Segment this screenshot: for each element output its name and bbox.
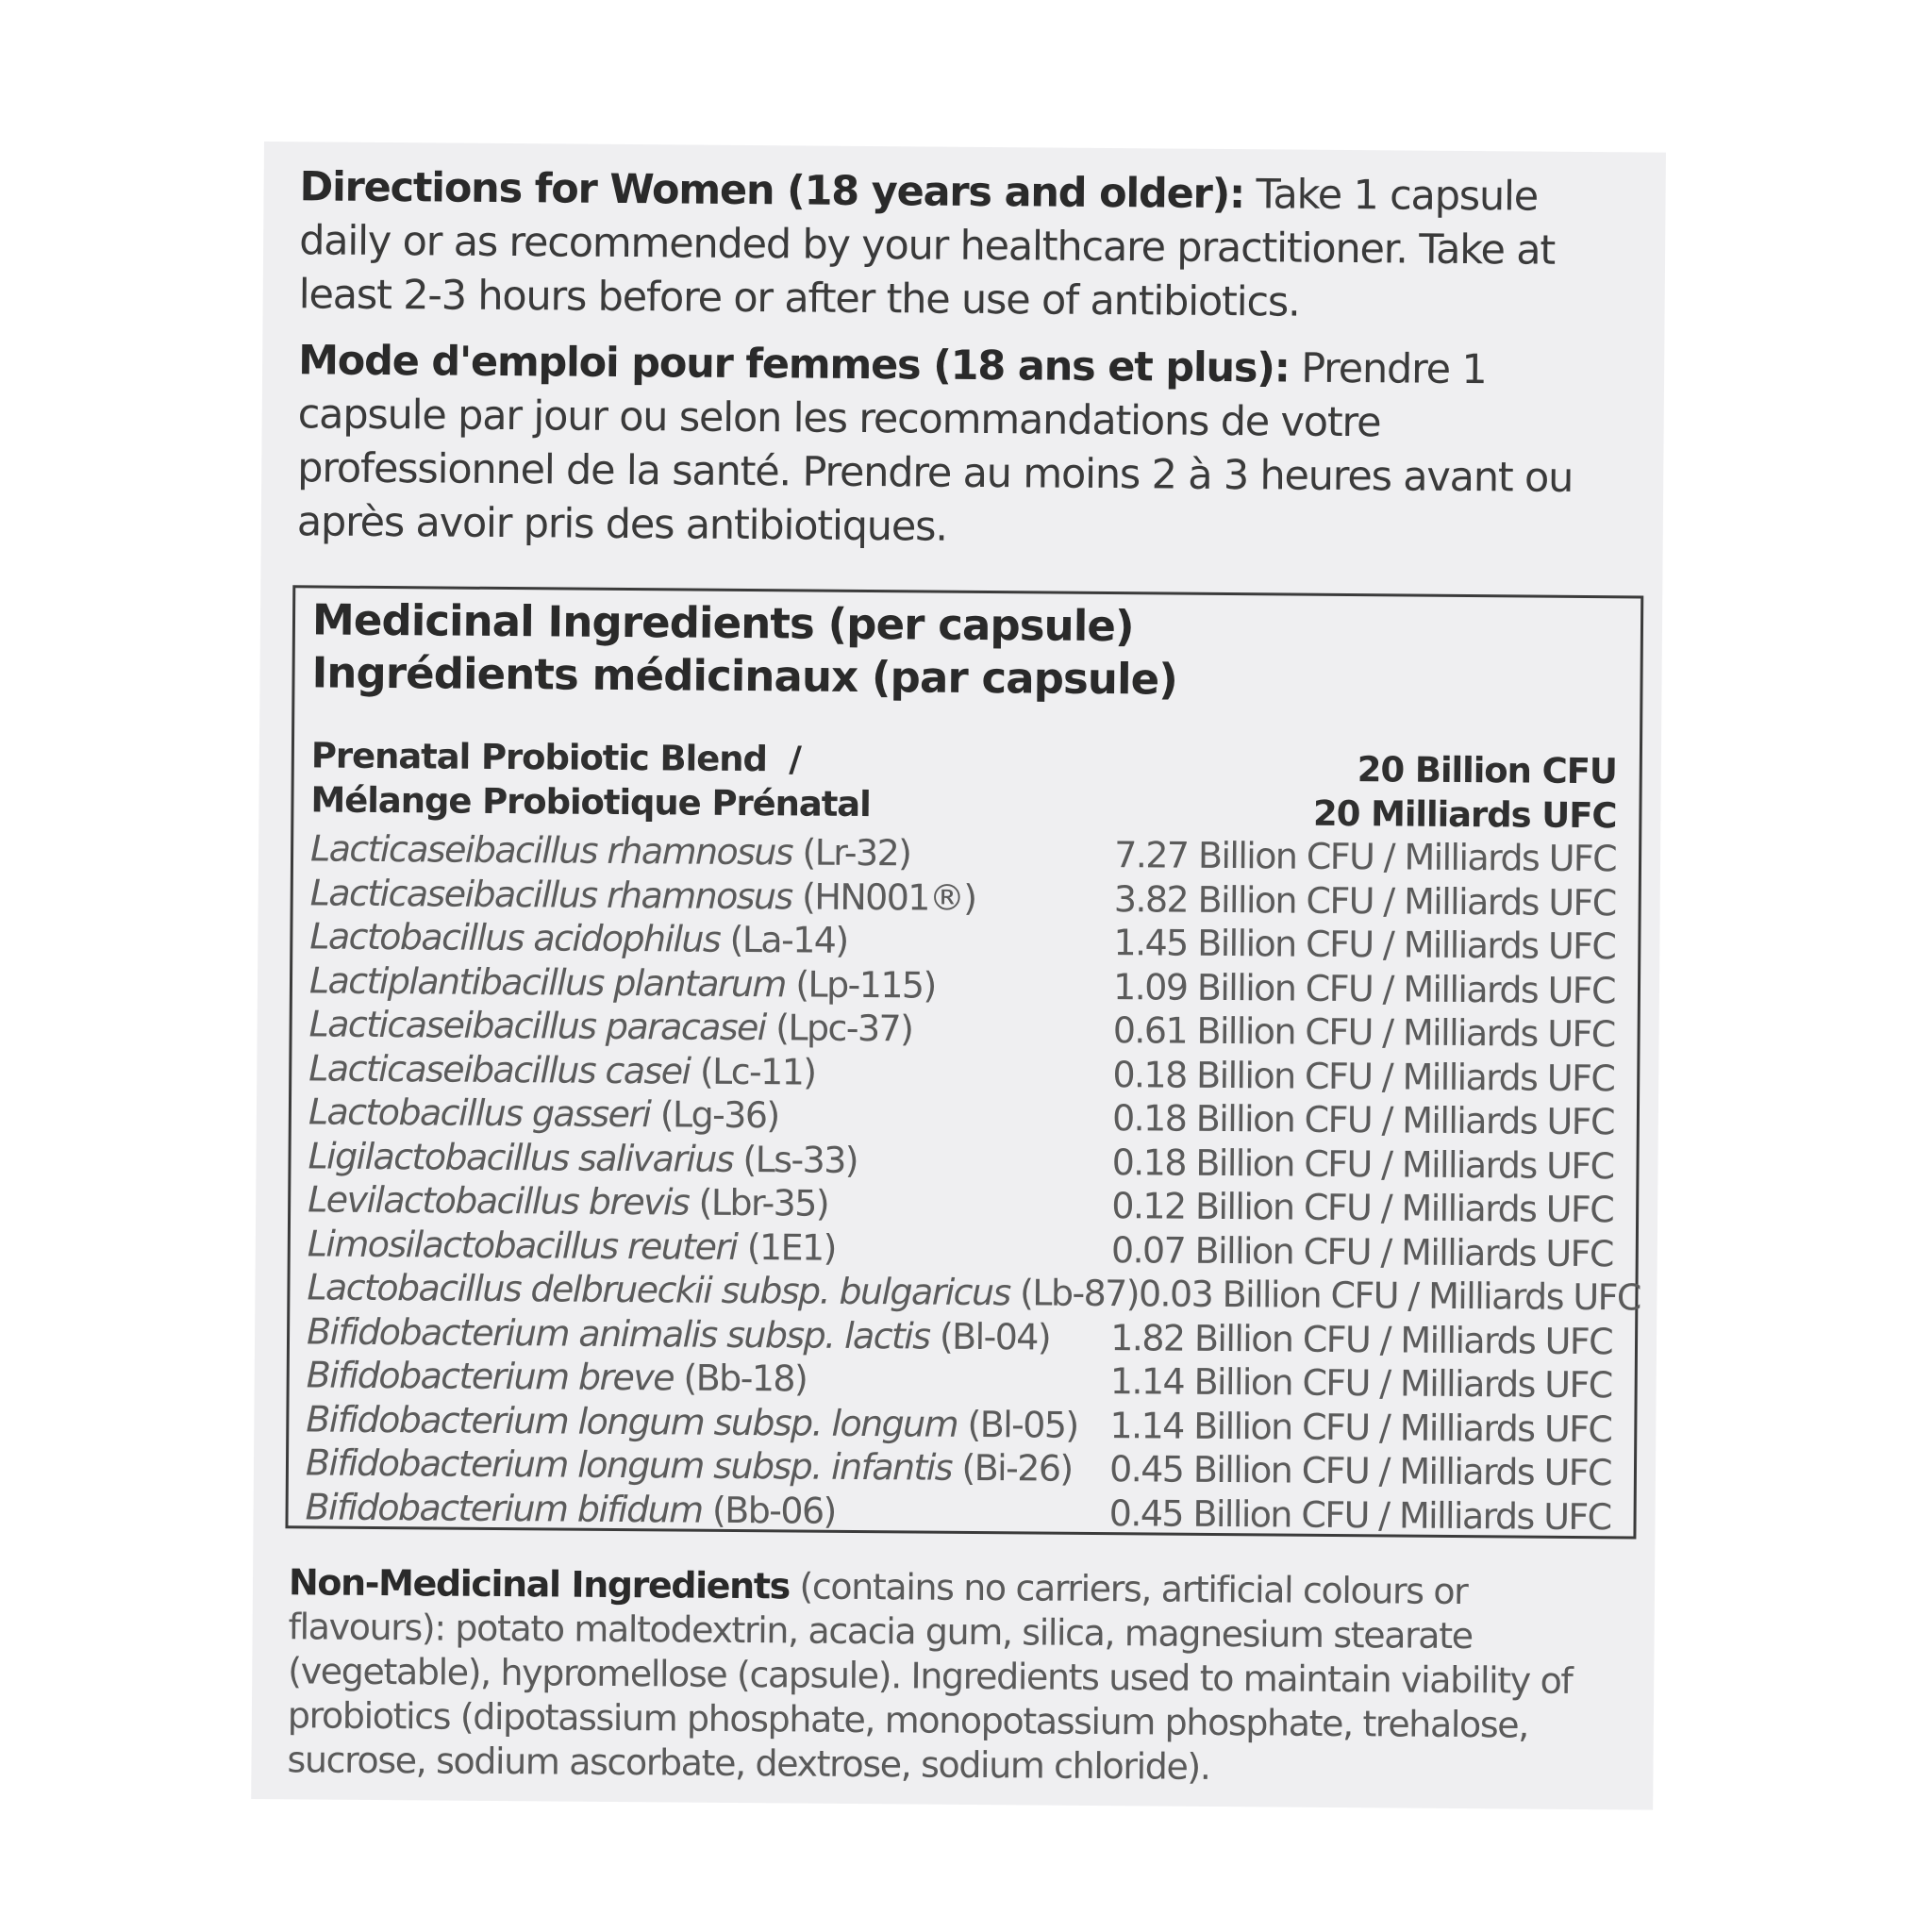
- strain-species: Limosilactobacillus reuteri: [307, 1222, 738, 1268]
- directions-en-heading: Directions for Women (18 years and older):: [299, 163, 1245, 219]
- strain-amount: 1.09 Billion CFU / Milliards UFC: [1112, 965, 1616, 1011]
- medicinal-title-en: Medicinal Ingredients (per capsule): [311, 594, 1134, 652]
- blend-total: [1313, 747, 1617, 839]
- directions-fr-heading: Mode d'emploi pour femmes (18 ans et plus):: [297, 337, 1290, 392]
- blend-total-fr: 20 Milliards UFC: [1312, 792, 1617, 837]
- strain-species: Lacticaseibacillus rhamnosus: [309, 827, 793, 874]
- blend-name: [310, 733, 871, 832]
- strain-name: [310, 872, 976, 919]
- strain-species: Ligilactobacillus salivarius: [308, 1134, 734, 1180]
- strain-code: (Bl-04): [929, 1315, 1051, 1358]
- strain-amount: 0.07 Billion CFU / Milliards UFC: [1110, 1228, 1613, 1274]
- strain-name: [309, 959, 936, 1006]
- strain-name: [309, 915, 848, 960]
- strain-name: [310, 827, 911, 874]
- strain-species: Lactobacillus delbrueckii subsp. bulgaricus: [307, 1266, 1010, 1314]
- strain-name: [306, 1441, 1073, 1489]
- blend-header: [310, 733, 1617, 838]
- strain-list: [305, 827, 1641, 1540]
- strain-code: (Lb-87): [1009, 1272, 1140, 1315]
- strain-amount: 3.82 Billion CFU / Milliards UFC: [1113, 877, 1616, 924]
- strain-code: (Lbr-35): [688, 1181, 829, 1224]
- strain-code: (Ls-33): [732, 1138, 858, 1181]
- strain-species: Bifidobacterium animalis subsp. lactis: [306, 1309, 930, 1357]
- strain-species: Bifidobacterium bifidum: [305, 1485, 703, 1531]
- non-medicinal-heading: Non-Medicinal Ingredients: [288, 1561, 790, 1607]
- strain-name: [307, 1266, 1139, 1314]
- strain-species: Bifidobacterium longum subsp. infantis: [305, 1441, 953, 1489]
- blend-name-en: Prenatal Probiotic Blend /: [310, 735, 801, 780]
- blend-name-fr: Mélange Probiotique Prénatal: [310, 779, 871, 825]
- strain-amount: 0.18 Billion CFU / Milliards UFC: [1112, 1053, 1615, 1099]
- strain-species: Lactobacillus acidophilus: [309, 915, 721, 960]
- medicinal-title-fr: Ingrédients médicinaux (par capsule): [311, 647, 1178, 705]
- strain-code: (1E1): [737, 1225, 836, 1269]
- strain-amount: 0.03 Billion CFU / Milliards UFC: [1138, 1273, 1641, 1319]
- directions-fr-text: Prendre 1 capsule par jour ou selon les recommandations de votre professionnel de la santé. Prendre au moins 2 à 3 heures avant ou après avoir pris des antibiotiques.: [296, 344, 1574, 551]
- blend-total-en: 20 Billion CFU: [1357, 749, 1617, 792]
- strain-amount: 0.18 Billion CFU / Milliards UFC: [1111, 1097, 1615, 1143]
- strain-code: (Lr-32): [791, 831, 911, 874]
- strain-species: Bifidobacterium breve: [306, 1354, 675, 1399]
- strain-amount: 1.82 Billion CFU / Milliards UFC: [1110, 1316, 1613, 1362]
- strain-code: (Lpc-37): [765, 1007, 913, 1050]
- strain-code: (Bi-26): [951, 1446, 1073, 1490]
- directions-en: [298, 160, 1631, 332]
- strain-species: Bifidobacterium longum subsp. longum: [306, 1397, 958, 1445]
- strain-name: [308, 1178, 828, 1224]
- strain-amount: 1.14 Billion CFU / Milliards UFC: [1109, 1404, 1612, 1450]
- directions-en-text: Take 1 capsule daily or as recommended by your healthcare practitioner. Take at least 2-3 hours before or after the use of antibiotics.: [298, 171, 1556, 326]
- strain-amount: 0.61 Billion CFU / Milliards UFC: [1112, 1009, 1615, 1056]
- strain-code: (Bb-18): [673, 1357, 808, 1400]
- strain-species: Lacticaseibacillus paracasei: [308, 1003, 766, 1049]
- strain-amount: 0.45 Billion CFU / Milliards UFC: [1108, 1491, 1611, 1538]
- strain-species: Lactobacillus gasseri: [308, 1091, 651, 1136]
- strain-amount: 0.45 Billion CFU / Milliards UFC: [1108, 1448, 1612, 1494]
- non-medicinal-ingredients: [287, 1560, 1621, 1792]
- strain-name: [307, 1310, 1050, 1357]
- strain-name: [308, 1003, 912, 1049]
- strain-name: [307, 1354, 808, 1399]
- strain-species: Levilactobacillus brevis: [308, 1178, 690, 1224]
- strain-code: (Bb-06): [702, 1489, 836, 1532]
- non-medicinal-text: (contains no carriers, artificial colours or flavours): potato maltodextrin, acacia gum, silica, magnesium stearate (vegetable), hypromellose (capsule). Ingredients used to maintain viability of probiotics (dipotassium phosphate, monopotassium phosphate, trehalose, sucrose, sodium ascorbate, dextrose, sodium chloride).: [287, 1565, 1573, 1788]
- strain-row: [305, 1486, 1610, 1540]
- strain-species: Lacticaseibacillus rhamnosus: [309, 871, 792, 917]
- strain-name: [308, 1047, 816, 1092]
- label-panel: [251, 142, 1666, 1810]
- strain-code: (Lg-36): [650, 1093, 779, 1137]
- strain-amount: 1.45 Billion CFU / Milliards UFC: [1113, 922, 1616, 968]
- strain-name: [308, 1223, 836, 1268]
- strain-name: [306, 1398, 1078, 1445]
- strain-code: (La-14): [719, 918, 848, 961]
- medicinal-ingredients-box: [285, 585, 1643, 1539]
- strain-amount: 0.18 Billion CFU / Milliards UFC: [1111, 1141, 1614, 1187]
- strain-name: [308, 1091, 779, 1136]
- strain-species: Lactiplantibacillus plantarum: [308, 958, 786, 1005]
- strain-code: (Lc-11): [690, 1050, 816, 1093]
- strain-name: [308, 1135, 858, 1181]
- directions-fr: [297, 334, 1631, 559]
- strain-code: (HN001®): [791, 874, 976, 919]
- strain-amount: 0.12 Billion CFU / Milliards UFC: [1111, 1185, 1614, 1231]
- strain-code: (Lp-115): [785, 962, 936, 1007]
- strain-name: [305, 1486, 835, 1531]
- strain-amount: 7.27 Billion CFU / Milliards UFC: [1114, 834, 1617, 880]
- strain-amount: 1.14 Billion CFU / Milliards UFC: [1109, 1360, 1612, 1407]
- strain-code: (Bl-05): [957, 1403, 1078, 1446]
- strain-species: Lacticaseibacillus casei: [308, 1046, 691, 1092]
